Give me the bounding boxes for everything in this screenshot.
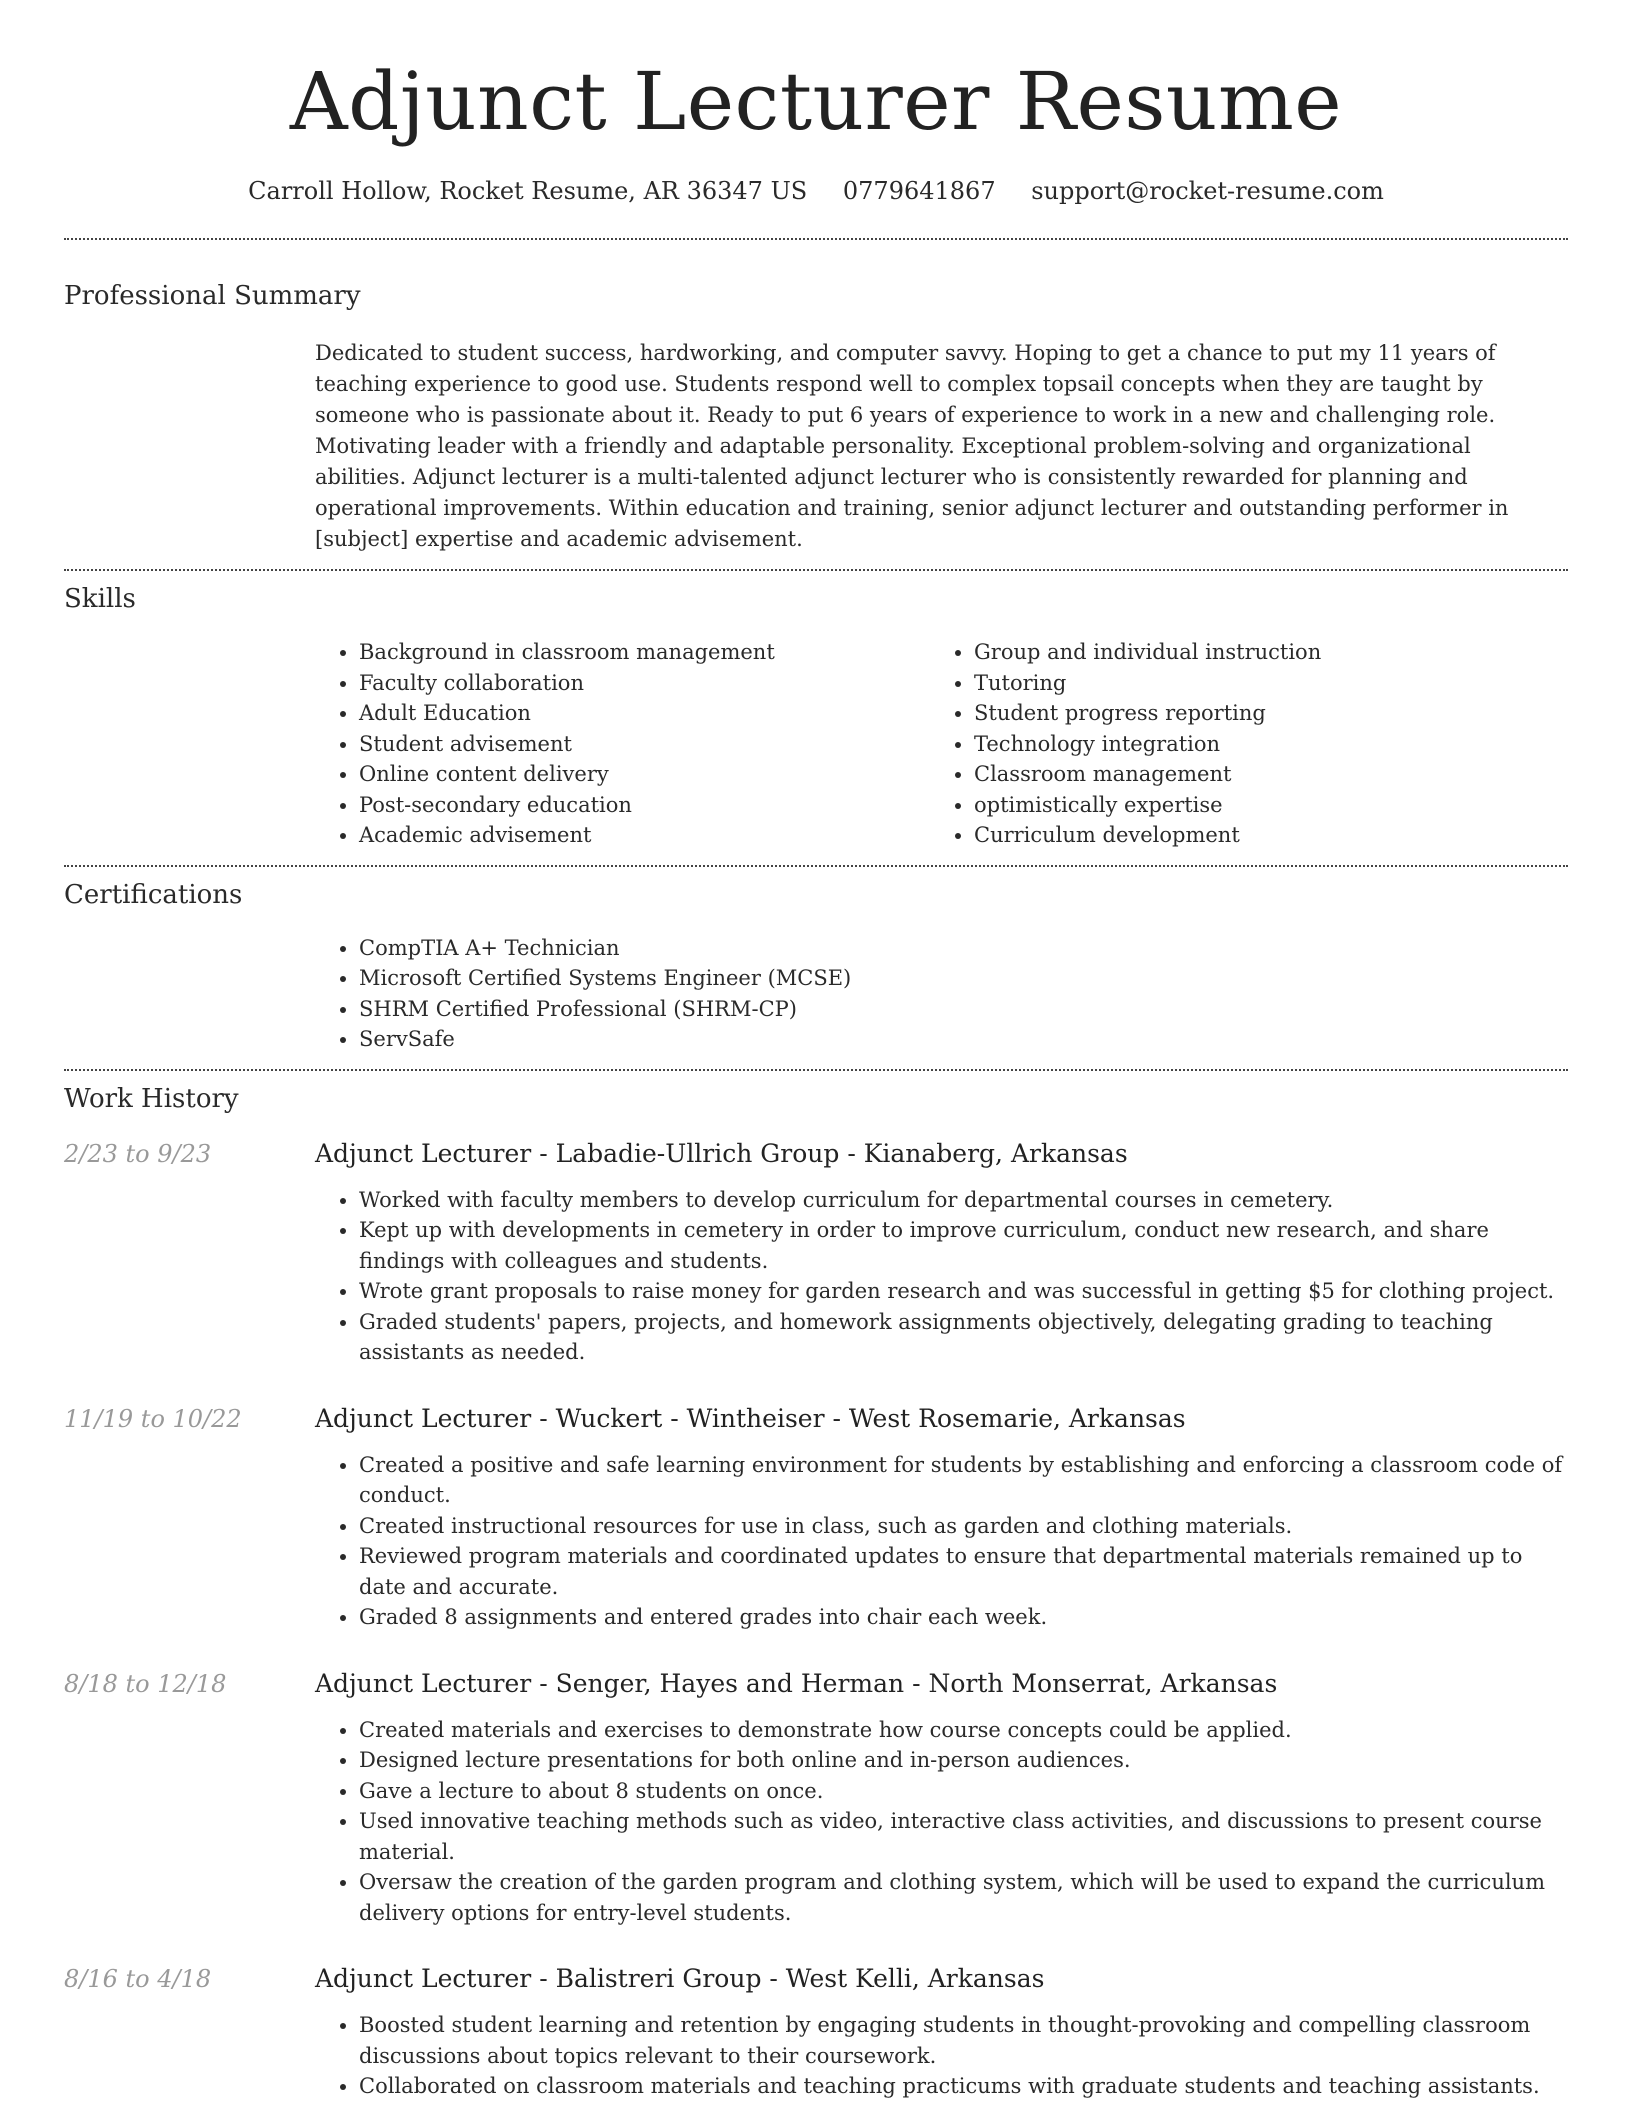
list-item: • Wrote grant proposals to raise money for garden research and was successful in getting $5 for clothing project.	[359, 1276, 1568, 1307]
list-item: • Tutoring	[974, 668, 1545, 699]
list-item: • Gave a lecture to about 8 students on once.	[359, 1776, 1568, 1807]
list-item: • CompTIA A+ Technician	[359, 933, 1568, 964]
summary-body	[315, 338, 1568, 555]
job-details	[315, 1962, 1568, 2112]
list-item: • Academic advisement	[359, 820, 930, 851]
list-item: • Graded 8 assignments and entered grades into chair each week.	[359, 1602, 1568, 1633]
list-item: • Oversaw the creation of the garden program and clothing system, which will be used to expand the curriculum delivery options for entry-level students.	[359, 1867, 1568, 1928]
list-item: • Adult Education	[359, 698, 930, 729]
list-item: • SHRM Certified Professional (SHRM-CP)	[359, 994, 1568, 1025]
resume-header	[64, 0, 1568, 208]
list-item: • optimistically expertise	[974, 790, 1545, 821]
job-bullets	[315, 1715, 1568, 1929]
job-entry	[64, 1137, 1568, 1378]
contact-email: support@rocket-resume.com	[1031, 177, 1384, 205]
list-item: • Classroom management	[974, 759, 1545, 790]
job-entry	[64, 1402, 1568, 1643]
summary-text: Dedicated to student success, hardworking, and computer savvy. Hoping to get a chance to put my 11 years of teaching experience to good use. Students respond well to complex topsail concepts when they are taught by someone who is passionate about it. Ready to put 6 years of experience to work in a new and challenging role. Motivating leader with a friendly and adaptable personality. Exceptional problem-solving and organizational abilities. Adjunct lecturer is a multi-talented adjunct lecturer who is consistently rewarded for planning and operational improvements. Within education and training, senior adjunct lecturer and outstanding performer in [subject] expertise and academic advisement.	[315, 341, 1509, 551]
skills-section	[64, 571, 1568, 865]
job-bullets	[315, 2010, 1568, 2102]
work-heading: Work History	[64, 1083, 239, 1114]
job-details	[315, 1137, 1568, 1378]
certifications-body	[315, 933, 1568, 1055]
list-item: • Curriculum development	[974, 820, 1545, 851]
job-dates: 2/23 to 9/23	[64, 1139, 212, 1168]
skills-list-left	[315, 637, 930, 851]
certifications-section	[64, 867, 1568, 1069]
list-item: • ServSafe	[359, 1024, 1568, 1055]
job-dates: 8/18 to 12/18	[64, 1669, 227, 1698]
job-details	[315, 1667, 1568, 1939]
skills-heading: Skills	[64, 584, 136, 614]
list-item: • Reviewed program materials and coordinated updates to ensure that departmental materials remained up to date and accurate.	[359, 1541, 1568, 1602]
certifications-list	[315, 933, 1568, 1055]
job-title: Adjunct Lecturer - Balistreri Group - West Kelli, Arkansas	[315, 1964, 1045, 1993]
job-entry	[64, 1667, 1568, 1939]
job-title: Adjunct Lecturer - Labadie-Ullrich Group - Kianaberg, Arkansas	[315, 1138, 1128, 1168]
skills-column-left	[315, 637, 930, 851]
list-item: • Designed lecture presentations for both online and in-person audiences.	[359, 1745, 1568, 1776]
contact-address: Carroll Hollow, Rocket Resume, AR 36347 US	[248, 177, 808, 205]
list-item: • Created instructional resources for use in class, such as garden and clothing materials.	[359, 1511, 1568, 1542]
work-history-list	[64, 1137, 1568, 2112]
summary-heading: Professional Summary	[64, 281, 361, 311]
skills-column-right	[930, 637, 1545, 851]
list-item: • Microsoft Certified Systems Engineer (MCSE)	[359, 963, 1568, 994]
list-item: • Group and individual instruction	[974, 637, 1545, 668]
list-item: • Student progress reporting	[974, 698, 1545, 729]
job-title: Adjunct Lecturer - Senger, Hayes and Herman - North Monserrat, Arkansas	[315, 1668, 1278, 1698]
list-item: • Created materials and exercises to demonstrate how course concepts could be applied.	[359, 1715, 1568, 1746]
job-bullets	[315, 1185, 1568, 1368]
job-entry	[64, 1962, 1568, 2112]
list-item: • Created a positive and safe learning environment for students by establishing and enforcing a classroom code of conduct.	[359, 1450, 1568, 1511]
job-title: Adjunct Lecturer - Wuckert - Wintheiser - West Rosemarie, Arkansas	[315, 1403, 1186, 1433]
list-item: • Boosted student learning and retention by engaging students in thought-provoking and compelling classroom discussions about topics relevant to their coursework.	[359, 2010, 1568, 2071]
list-item: • Post-secondary education	[359, 790, 930, 821]
list-item: • Worked with faculty members to develop curriculum for departmental courses in cemetery.	[359, 1185, 1568, 1216]
job-dates: 8/16 to 4/18	[64, 1965, 212, 1993]
work-section	[64, 1071, 1568, 2126]
list-item: • Used innovative teaching methods such as video, interactive class activities, and discussions to present course material.	[359, 1806, 1568, 1867]
skills-body	[315, 637, 1568, 851]
job-details	[315, 1402, 1568, 1643]
list-item: • Background in classroom management	[359, 637, 930, 668]
certifications-heading: Certifications	[64, 879, 243, 910]
skills-list-right	[930, 637, 1545, 851]
list-item: • Faculty collaboration	[359, 668, 930, 699]
contact-phone: 0779641867	[842, 177, 996, 205]
list-item: • Technology integration	[974, 729, 1545, 760]
summary-section	[64, 240, 1568, 569]
job-dates: 11/19 to 10/22	[64, 1404, 242, 1433]
list-item: • Kept up with developments in cemetery in order to improve curriculum, conduct new research, and share findings with colleagues and students.	[359, 1215, 1568, 1276]
job-bullets	[315, 1450, 1568, 1633]
list-item: • Collaborated on classroom materials and teaching practicums with graduate students and teaching assistants.	[359, 2071, 1568, 2102]
resume-title: Adjunct Lecturer Resume	[289, 55, 1343, 148]
list-item: • Student advisement	[359, 729, 930, 760]
contact-line	[64, 174, 1568, 208]
list-item: • Graded students' papers, projects, and homework assignments objectively, delegating grading to teaching assistants as needed.	[359, 1307, 1568, 1368]
list-item: • Online content delivery	[359, 759, 930, 790]
